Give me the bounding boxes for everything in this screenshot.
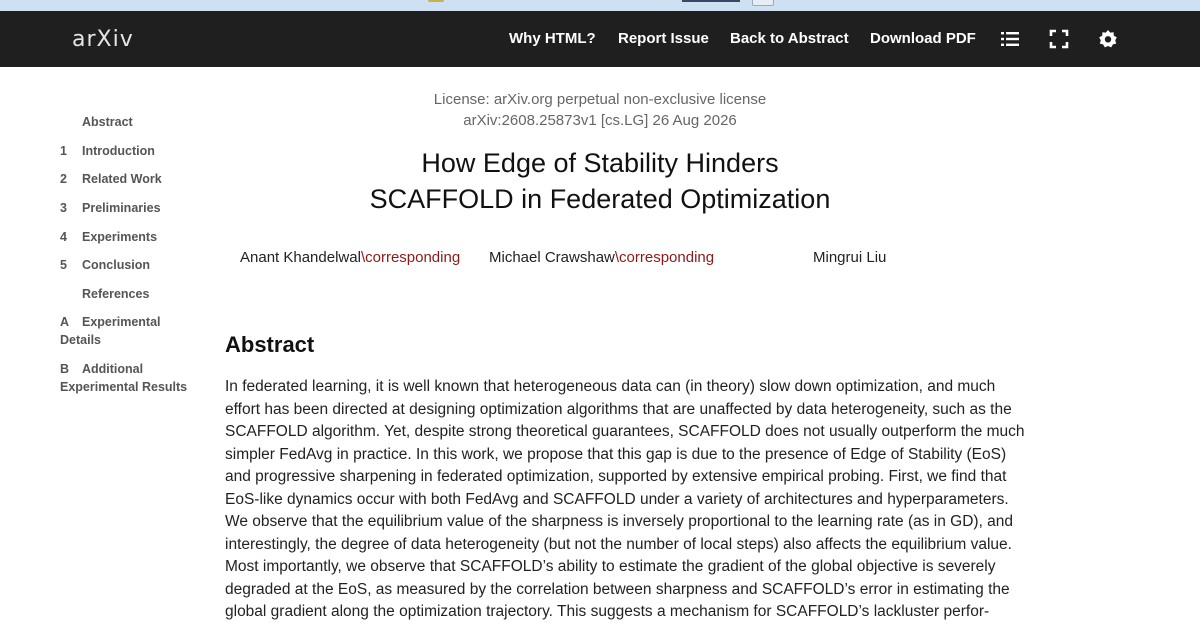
abstract-line: degraded at the EoS, as measured by the correlation between sharpness and SCAFFOLD’s error in estimating the xyxy=(225,580,1010,598)
banner-link-fragment xyxy=(682,0,740,2)
abstract-line: global gradient along the optimization trajectory. This suggests a mechanism for SCAFFOLD’s lackluster perfor- xyxy=(225,603,990,620)
paper-title-line-2: SCAFFOLD in Federated Optimization xyxy=(369,184,831,214)
author-1: Anant Khandelwal\corresponding xyxy=(240,249,461,266)
abstract-line: In federated learning, it is well known that heterogeneous data can (in theory) slow down optimization, and much xyxy=(225,378,996,395)
toc-item-conclusion[interactable]: 5 Conclusion xyxy=(60,258,151,272)
abstract-line: We observe that the equilibrium value of the sharpness is inversely proportional to the learning rate (as in GD), and xyxy=(225,513,1014,530)
toc-item-appendix-b[interactable]: B Additional Experimental Results xyxy=(60,362,188,394)
abstract-line: SCAFFOLD algorithm. Yet, despite strong theoretical guarantees, SCAFFOLD does not usually outperform the much xyxy=(225,423,1025,440)
download-pdf-link[interactable]: Download PDF xyxy=(870,30,976,47)
abstract-line: Most importantly, we observe that SCAFFOLD’s ability to estimate the gradient of the global objective is severely xyxy=(225,558,996,575)
fullscreen-icon[interactable] xyxy=(1049,29,1069,49)
abstract-line: effort has been directed at designing optimization algorithms that are unaffected by data heterogeneity, such as the xyxy=(225,400,1012,418)
toc-item-abstract[interactable]: Abstract xyxy=(82,115,133,129)
toc-item-preliminaries[interactable]: 3 Preliminaries xyxy=(60,201,161,215)
banner-close-button[interactable] xyxy=(752,0,774,6)
banner-emoji-icon xyxy=(428,0,444,2)
abstract-line: and progressive sharpening in federated optimization, supported by extensive empirical probing. First, we find that xyxy=(225,468,1007,485)
abstract-paragraph xyxy=(225,376,1025,624)
abstract-heading: Abstract xyxy=(225,332,315,357)
toc-item-related-work[interactable]: 2 Related Work xyxy=(60,172,162,186)
list-icon[interactable] xyxy=(1000,29,1020,49)
license-line: License: arXiv.org perpetual non-exclusive license xyxy=(433,91,767,108)
author-3: Mingrui Liu xyxy=(813,249,887,266)
top-banner-strip xyxy=(0,0,1200,11)
toc-item-appendix-a[interactable]: A Experimental Details xyxy=(60,315,161,347)
why-html-link[interactable]: Why HTML? xyxy=(509,30,596,47)
arxiv-id-line: arXiv:2608.25873v1 [cs.LG] 26 Aug 2026 xyxy=(463,112,737,129)
arxiv-header xyxy=(0,11,1200,67)
abstract-line: interestingly, the degree of data heterogeneity (but not the number of local steps) also affects the equilibrium value. xyxy=(225,535,1012,553)
report-issue-link[interactable]: Report Issue xyxy=(618,30,709,47)
toc-item-references[interactable]: References xyxy=(82,287,150,301)
toc-item-introduction[interactable]: 1 Introduction xyxy=(60,144,155,158)
abstract-line: EoS-like dynamics occur with both FedAvg and SCAFFOLD under a variety of architectures and hyperparameters. xyxy=(225,490,1009,508)
abstract-line: simpler FedAvg in practice. In this work, we propose that this gap is due to the presence of Edge of Stability (EoS) xyxy=(225,445,1007,463)
back-to-abstract-link[interactable]: Back to Abstract xyxy=(730,30,849,47)
paper-title-line-1: How Edge of Stability Hinders xyxy=(421,148,779,178)
author-2: Michael Crawshaw\corresponding xyxy=(489,249,715,266)
toc-item-experiments[interactable]: 4 Experiments xyxy=(60,230,158,244)
arxiv-logo[interactable]: arXiv xyxy=(72,27,134,52)
theme-gear-icon[interactable] xyxy=(1098,29,1118,49)
